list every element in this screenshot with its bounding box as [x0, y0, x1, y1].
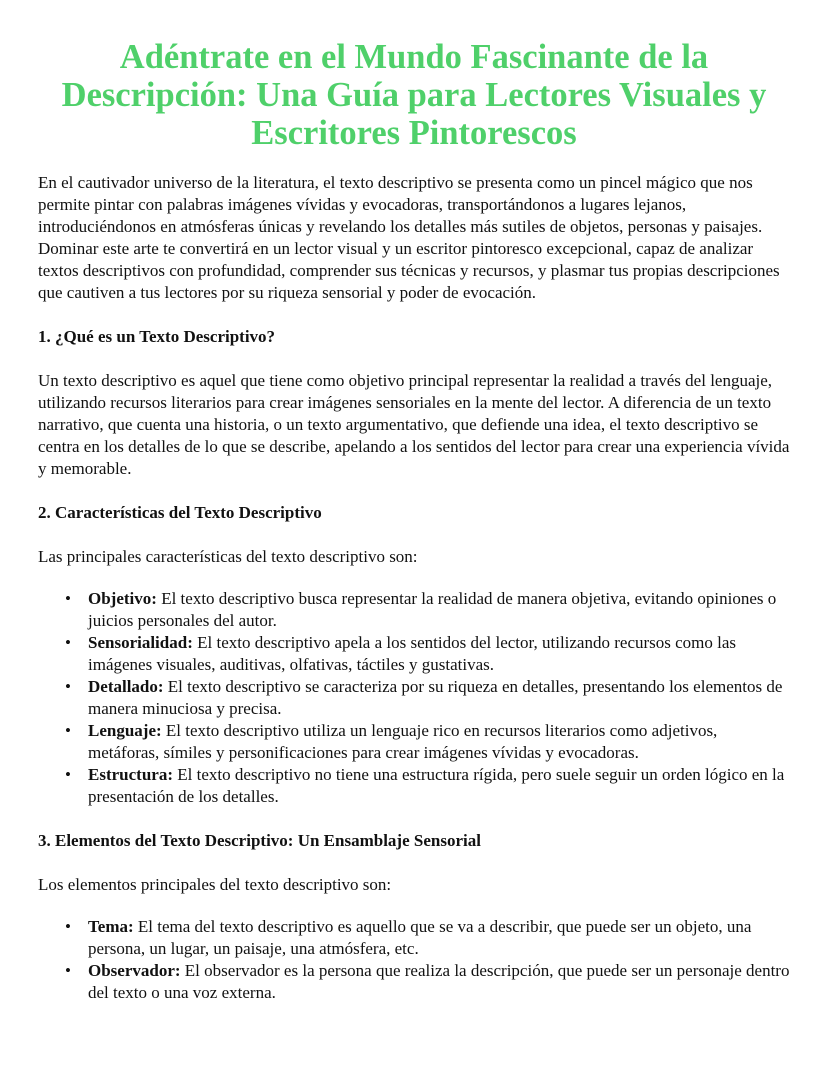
item-text: El tema del texto descriptivo es aquello que se va a describir, que puede ser un objeto, una persona, un lugar, un paisaje, una atmósfera, etc. — [88, 917, 752, 958]
elements-list — [38, 916, 790, 1004]
item-term: Detallado: — [88, 677, 164, 696]
item-text: El texto descriptivo busca representar la realidad de manera objetiva, evitando opiniones o juicios personales del autor. — [88, 589, 777, 630]
section-lead: Las principales características del texto descriptivo son: — [38, 547, 418, 566]
section-body: Un texto descriptivo es aquel que tiene como objetivo principal representar la realidad a través del lenguaje, utilizando recursos literarios para crear imágenes sensoriales en la mente del lector. A diferencia de un texto narrativo, que cuenta una historia, o un texto argumentativo, que defiende una idea, el texto descriptivo se centra en los detalles de lo que se describe, apelando a los sentidos del lector para crear una experiencia vívida y memorable. — [38, 371, 790, 478]
item-term: Observador: — [88, 961, 181, 980]
bullet-icon: • — [65, 633, 71, 652]
item-text: El texto descriptivo utiliza un lenguaje rico en recursos literarios como adjetivos, metáforas, símiles y personificaciones para crear imágenes vívidas y evocadoras. — [88, 721, 718, 762]
item-text: El observador es la persona que realiza la descripción, que puede ser un personaje dentro del texto o una voz externa. — [88, 961, 790, 1002]
bullet-icon: • — [65, 765, 71, 784]
list-item — [65, 676, 790, 720]
intro-paragraph: En el cautivador universo de la literatura, el texto descriptivo se presenta como un pincel mágico que nos permite pintar con palabras imágenes vívidas y evocadoras, transportándonos a lugares lejanos, introduciéndonos en atmósferas únicas y revelando los detalles más sutiles de objetos, personas y paisajes. Dominar este arte te convertirá en un lector visual y un escritor pintoresco excepcional, capaz de analizar textos descriptivos con profundidad, comprender sus técnicas y recursos, y plasmar tus propias descripciones que cautiven a tus lectores por su riqueza sensorial y poder de evocación. — [38, 173, 780, 302]
list-item — [65, 764, 790, 808]
list-item — [65, 632, 790, 676]
list-item — [65, 916, 790, 960]
item-term: Objetivo: — [88, 589, 157, 608]
bullet-icon: • — [65, 917, 71, 936]
page-title: Adéntrate en el Mundo Fascinante de la Descripción: Una Guía para Lectores Visuales y Escritores Pintorescos — [61, 38, 767, 152]
section-heading: 3. Elementos del Texto Descriptivo: Un Ensamblaje Sensorial — [38, 831, 481, 850]
section-heading: 1. ¿Qué es un Texto Descriptivo? — [38, 327, 276, 346]
characteristics-list — [38, 588, 790, 808]
bullet-icon: • — [65, 677, 71, 696]
bullet-icon: • — [65, 589, 71, 608]
item-term: Sensorialidad: — [88, 633, 193, 652]
section-lead: Los elementos principales del texto descriptivo son: — [38, 875, 392, 894]
item-term: Lenguaje: — [88, 721, 162, 740]
item-text: El texto descriptivo no tiene una estructura rígida, pero suele seguir un orden lógico en la presentación de los detalles. — [88, 765, 785, 806]
item-text: El texto descriptivo apela a los sentidos del lector, utilizando recursos como las imágenes visuales, auditivas, olfativas, táctiles y gustativas. — [88, 633, 737, 674]
list-item — [65, 960, 790, 1004]
item-term: Tema: — [88, 917, 134, 936]
bullet-icon: • — [65, 721, 71, 740]
list-item — [65, 588, 790, 632]
list-item — [65, 720, 790, 764]
section-heading: 2. Características del Texto Descriptivo — [38, 503, 322, 522]
item-text: El texto descriptivo se caracteriza por su riqueza en detalles, presentando los elementos de manera minuciosa y precisa. — [88, 677, 783, 718]
bullet-icon: • — [65, 961, 71, 980]
item-term: Estructura: — [88, 765, 173, 784]
